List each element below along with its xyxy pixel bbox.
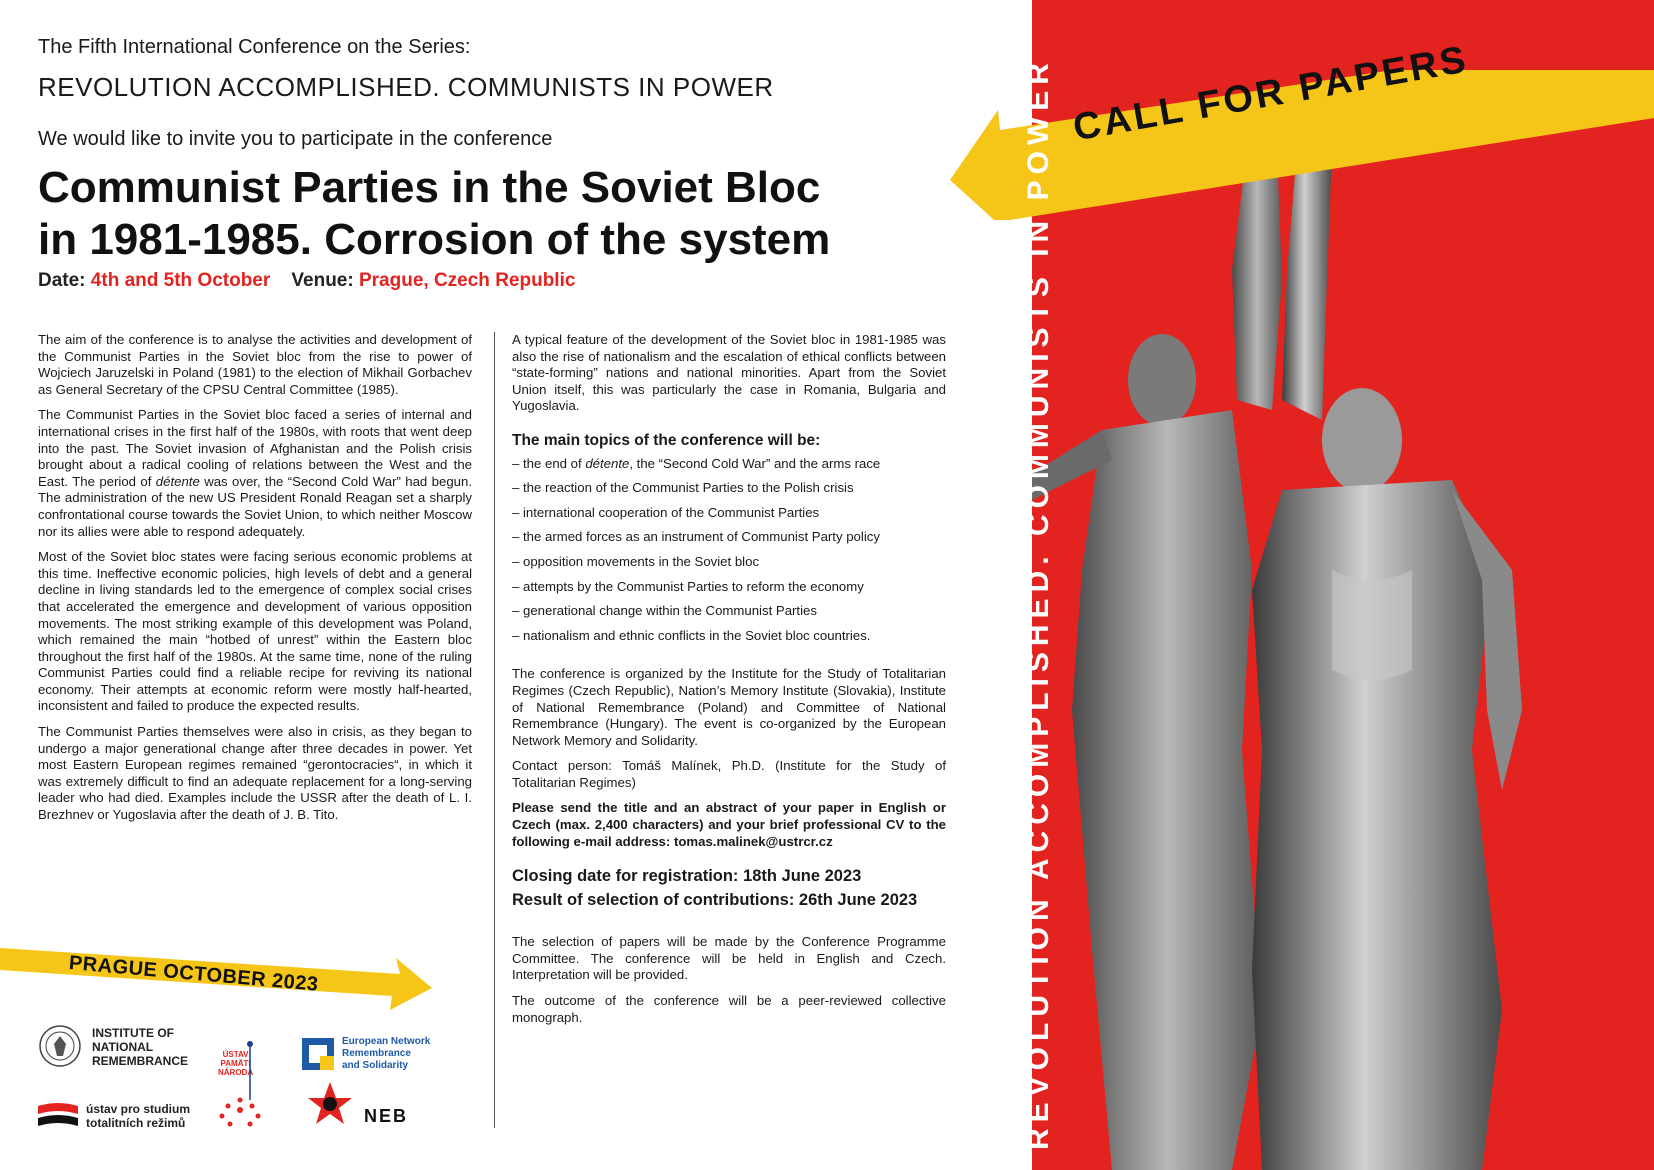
title-line-2: in 1981-1985. Corrosion of the system [38,215,831,264]
invitation-text: We would like to invite you to participate in the conference [38,128,553,150]
logo-line: European Network [342,1036,431,1047]
deadlines [512,864,946,912]
neb-logo-text: NEB [364,1106,409,1126]
text-run: – the end of [512,455,586,471]
logo-line: NATIONAL [92,1040,154,1054]
list-item: – international cooperation of the Communist Parties [512,504,820,520]
inr-logo-text [92,1026,188,1068]
logo-line: totalitních režimů [86,1116,186,1130]
conference-title [38,162,918,266]
topics-list [512,456,946,645]
venue-label: Venue: [291,270,354,291]
ustr-flag-icon [38,1100,78,1134]
ustr-logo-text [86,1102,190,1130]
list-item: – generational change within the Communist Parties [512,603,817,619]
logo-line: NÁRODA [218,1068,254,1077]
text-run: The Communist Parties in the Soviet bloc faced a series of internal and international crises in the first half of the 1980s, with roots that went deep into the past. The Soviet invasion of Afghanistan and the Polish crisis brought about a radical cooling of relations between the West and the East. The period of [38,407,472,489]
logo-line: ÚSTAV [222,1050,249,1059]
list-item: – attempts by the Communist Parties to reform the economy [512,578,864,594]
paragraph: The Communist Parties themselves were also in crisis, as they began to undergo a major generational change after three decades in power. Yet most Eastern European regimes remained “gerontocracies“, in which it was extremely difficult to find an adequate replacement for a long-serving leader who had died. Examples include the USSR after the death of L. I. Brezhnev or Yugoslavia after the death of J. B. Tito. [38,724,472,823]
list-item: – the armed forces as an instrument of Communist Party policy [512,529,880,545]
text-emphasis: détente [585,455,630,471]
date-label: Date: [38,270,86,291]
right-column [512,332,946,1035]
enrs-logo-icon [300,1036,336,1072]
paragraph: A typical feature of the development of the Soviet bloc in 1981-1985 was also the rise of nationalism and the escalation of ethical conflicts between “state-forming” nations and national minorities. Apart from the Soviet Union itself, this was particularly the case in Romania, Bulgaria and Yugoslavia. [512,332,946,414]
text-run: was over, the “Second Cold War” had begun. The administration of the new US President Ronald Reagan set a sharply confrontational course towards the Soviet Union, to which neither Moscow nor its allies were able to respond adequately. [38,473,472,539]
column-divider [494,332,495,1128]
logo-line: INSTITUTE OF [92,1026,174,1040]
topics-heading: The main topics of the conference will be: [512,431,821,449]
date-venue-line [38,270,575,292]
logo-line: and Solidarity [342,1060,409,1071]
statue-image [1032,150,1654,1170]
logo-line: ústav pro studium [86,1102,191,1116]
neb-star-icon [306,1080,354,1128]
paragraph [38,407,472,540]
organizers-paragraph: The conference is organized by the Institute for the Study of Totalitarian Regimes (Czech Republic), Nation’s Memory Institute (Slovakia), Institute of National Remembrance (Poland) and Committee of National Remembrance (Hungary). The event is co-organized by the European Network Memory and Solidarity. [512,666,946,748]
closing-date: Closing date for registration: 18th June 2023 [512,867,862,886]
result-date: Result of selection of contributions: 26th June 2023 [512,891,918,910]
paragraph: The aim of the conference is to analyse the activities and development of the Communist Parties in the Soviet bloc from the rise to power of Wojciech Jaruzelski in Poland (1981) to the election of Mikhail Gorbachev as General Secretary of the CPSU Central Committee (1985). [38,332,472,397]
enrs-logo-text [342,1036,430,1072]
venue-value: Prague, Czech Republic [358,270,576,291]
title-line-1: Communist Parties in the Soviet Bloc [38,163,821,212]
text-run: , the “Second Cold War” and the arms race [629,455,881,471]
outcome-paragraph: The outcome of the conference will be a peer-reviewed collective monograph. [512,993,946,1025]
submission-paragraph: Please send the title and an abstract of your paper in English or Czech (max. 2,400 characters) and your brief professional CV to the following e-mail address: tomas.malinek@ustrcr.cz [512,800,946,849]
selection-paragraph: The selection of papers will be made by the Conference Programme Committee. The conference will be held in English and Czech. Interpretation will be provided. [512,934,946,983]
paragraph: Most of the Soviet bloc states were facing serious economic problems at this time. Ineffective economic policies, high levels of debt and a general decline in living standards led to the emergence of complex social crises that accelerated the emergence and development of various opposition movements. The most striking example of this development was Poland, which remained the main “hotbed of unrest” within the Eastern bloc throughout the first half of the 1980s. At the same time, none of the ruling Communist Parties could find a reliable recipe for reviving its national economy. Their attempts at economic reform were mostly half-hearted, inconsistent and failed to produce the expected results. [38,549,472,714]
inr-seal-icon [38,1024,82,1068]
series-title: REVOLUTION ACCOMPLISHED. COMMUNISTS IN POWER [38,72,774,102]
contact-paragraph: Contact person: Tomáš Malínek, Ph.D. (Institute for the Study of Totalitarian Regimes) [512,758,946,790]
date-value: 4th and 5th October [90,270,271,291]
logo-line: Remembrance [342,1048,411,1059]
list-item: – opposition movements in the Soviet bloc [512,553,760,569]
list-item [512,456,946,473]
text-emphasis: détente [155,473,200,489]
call-for-papers-text: CALL FOR PAPERS [1070,38,1472,150]
prague-banner-text: PRAGUE OCTOBER 2023 [68,952,320,996]
left-column [38,332,472,833]
list-item: – the reaction of the Communist Parties to the Polish crisis [512,480,854,496]
vertical-series-text: REVOLUTION ACCOMPLISHED. COMMUNISTS IN POWER [1022,57,1055,1150]
logo-line: PAMÄTI [220,1059,251,1068]
list-item: – nationalism and ethnic conflicts in the Soviet bloc countries. [512,627,871,643]
upn-emblem-icon [210,1040,270,1130]
series-line: The Fifth International Conference on the Series: [38,36,471,58]
logo-line: REMEMBRANCE [92,1054,188,1068]
